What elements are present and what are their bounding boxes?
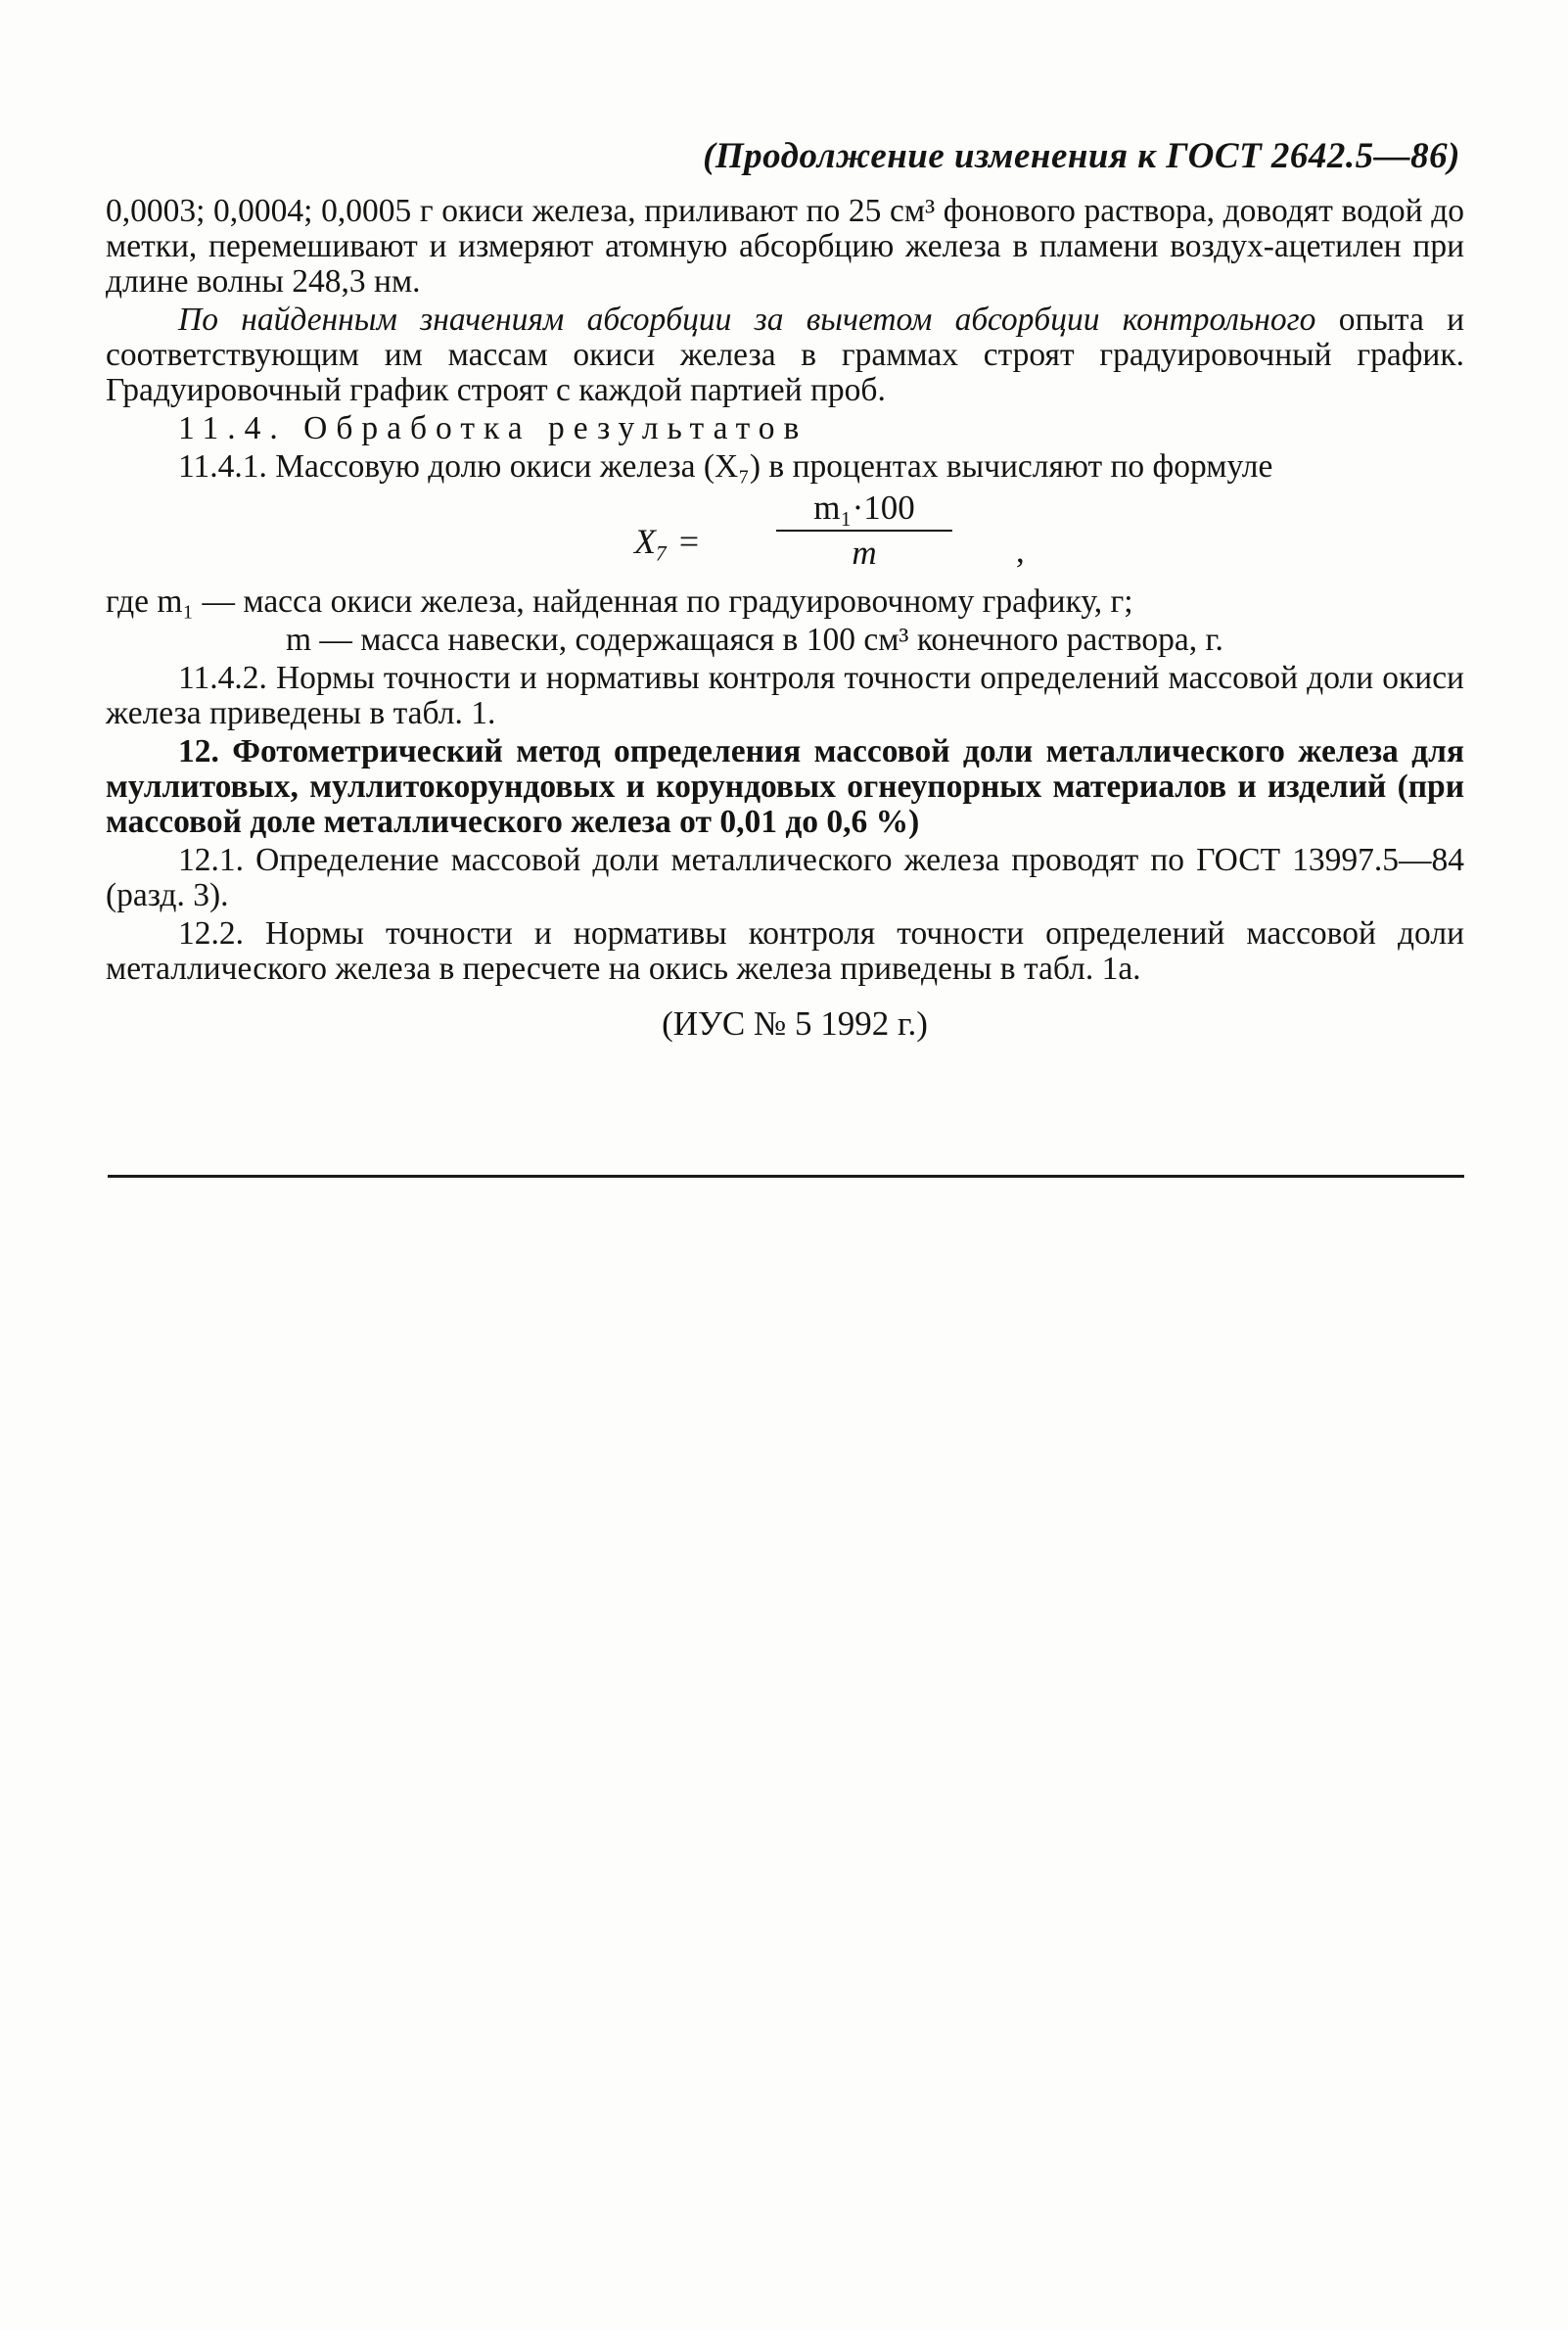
formula-where-m1: где m₁ — масса окиси железа, найденная по градуировочному графику, г; xyxy=(106,583,1133,620)
formula-numerator: m₁·100 xyxy=(813,489,915,527)
section-11-4-2: 11.4.2. Нормы точности и нормативы контроля точности определений массовой доли окиси железа приведены в табл. 1. xyxy=(106,660,1464,731)
paragraph-calibration-graph-rest: опыта и соответствующим им массам окиси железа в граммах строят градуировочный график. Градуировочный график строят с каждой партией проб. xyxy=(106,302,1465,408)
section-12-heading: 12. Фотометрический метод определения массовой доли металлического железа для муллитовых, муллитокорундовых и корундовых огнеупорных материалов и изделий (при массовой доле металлического железа от 0,01 до 0,6 %) xyxy=(106,733,1464,840)
ius-reference: (ИУС № 5 1992 г.) xyxy=(662,1004,928,1043)
formula-x7 xyxy=(106,490,1464,581)
paragraph-calibration-graph xyxy=(106,303,1464,408)
section-12-1: 12.1. Определение массовой доли металлического железа проводят по ГОСТ 13997.5—84 (разд. 3). xyxy=(106,842,1464,913)
section-11-4-1: 11.4.1. Массовую долю окиси железа (X₇) в процентах вычисляют по формуле xyxy=(178,448,1273,485)
formula-fraction xyxy=(732,490,996,571)
document-body xyxy=(106,194,1464,1042)
formula-denominator: m xyxy=(852,534,877,572)
formula-fraction-bar xyxy=(776,530,952,532)
formula-comma: , xyxy=(1016,532,1025,570)
paragraph-calibration-graph-italic: По найденным значениям абсорбции за вычетом абсорбции контрольного xyxy=(178,302,1316,338)
section-12-2: 12.2. Нормы точности и нормативы контроля точности определений массовой доли металлического железа в пересчете на окись железа приведены в табл. 1а. xyxy=(106,915,1464,987)
page-header: (Продолжение изменения к ГОСТ 2642.5—86) xyxy=(703,136,1460,176)
formula-where-m: m — масса навески, содержащаяся в 100 см³ конечного раствора, г. xyxy=(286,622,1223,658)
paragraph-calibration-solutions: 0,0003; 0,0004; 0,0005 г окиси железа, приливают по 25 см³ фонового раствора, доводят водой до метки, перемешивают и измеряют атомную абсорбцию железа в пламени воздух-ацетилен при длине волны 248,3 нм. xyxy=(106,193,1464,300)
bottom-divider xyxy=(108,1175,1464,1178)
formula-lhs: X₇ = xyxy=(634,522,701,561)
section-11-4-heading: 11.4. Обработка результатов xyxy=(178,410,808,446)
